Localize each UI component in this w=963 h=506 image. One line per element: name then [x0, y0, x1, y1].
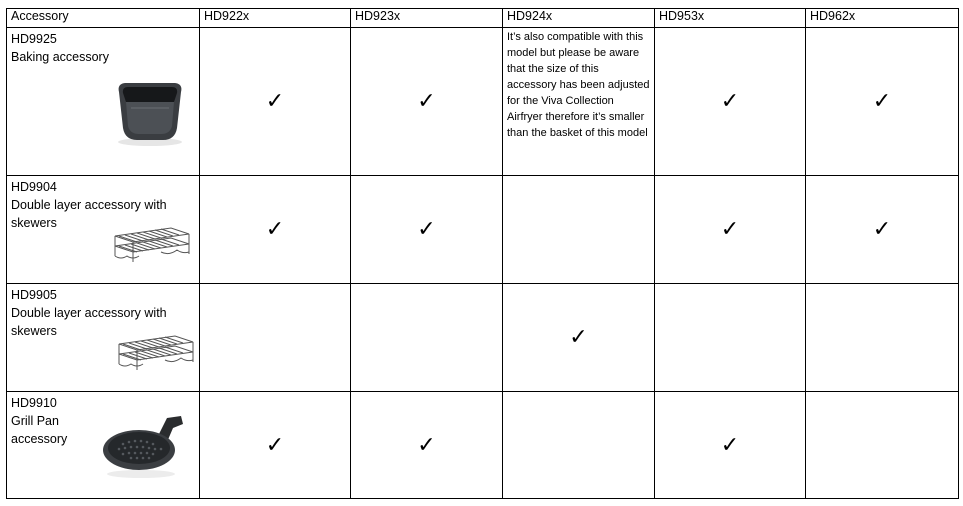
- header-model: HD953x: [655, 9, 806, 28]
- compat-cell: [200, 284, 351, 392]
- compat-cell: [503, 176, 655, 284]
- header-model: HD923x: [351, 9, 503, 28]
- accessory-code: HD9925: [11, 32, 57, 46]
- accessory-label: Double layer accessory with skewers: [11, 306, 167, 338]
- compat-cell: ✓: [200, 176, 351, 284]
- accessory-cell: [7, 176, 200, 284]
- table-row: [7, 176, 959, 284]
- accessory-cell: [7, 28, 200, 176]
- header-model: HD922x: [200, 9, 351, 28]
- compat-cell: ✓: [655, 28, 806, 176]
- header-accessory: Accessory: [7, 9, 200, 28]
- accessory-code: HD9905: [11, 288, 57, 302]
- double-rack-icon: [111, 220, 191, 266]
- accessory-label: Double layer accessory with skewers: [11, 198, 167, 230]
- grill-pan-icon: [101, 412, 189, 480]
- compat-cell: ✓: [806, 176, 959, 284]
- compat-cell: [351, 284, 503, 392]
- compat-cell: ✓: [200, 392, 351, 499]
- header-model: HD924x: [503, 9, 655, 28]
- baking-pan-icon: [111, 76, 189, 148]
- double-rack-icon: [115, 328, 195, 374]
- accessory-label: Grill Pan accessory: [11, 414, 68, 446]
- accessory-cell: [7, 392, 200, 499]
- compat-cell: ✓: [351, 176, 503, 284]
- compat-cell: ✓: [351, 392, 503, 499]
- header-row: [7, 9, 959, 28]
- accessory-cell: [7, 284, 200, 392]
- compat-cell: ✓: [655, 176, 806, 284]
- compatibility-table: [6, 8, 959, 499]
- compat-cell: ✓: [503, 284, 655, 392]
- compat-cell: [503, 392, 655, 499]
- compat-cell: [806, 284, 959, 392]
- header-model: HD962x: [806, 9, 959, 28]
- table-row: [7, 392, 959, 499]
- accessory-code: HD9910: [11, 396, 57, 410]
- compat-cell: [806, 392, 959, 499]
- accessory-code: HD9904: [11, 180, 57, 194]
- compat-cell: ✓: [200, 28, 351, 176]
- compat-cell: ✓: [655, 392, 806, 499]
- compat-cell: [655, 284, 806, 392]
- table-row: [7, 28, 959, 176]
- accessory-label: Baking accessory: [11, 50, 109, 64]
- table-row: [7, 284, 959, 392]
- compat-cell: ✓: [806, 28, 959, 176]
- compat-cell: ✓: [351, 28, 503, 176]
- compat-note: It’s also compatible with this model but please be aware that the size of this accessory has been adjusted for the Viva Collection Airfryer therefore it’s smaller than the basket of this model: [503, 28, 655, 176]
